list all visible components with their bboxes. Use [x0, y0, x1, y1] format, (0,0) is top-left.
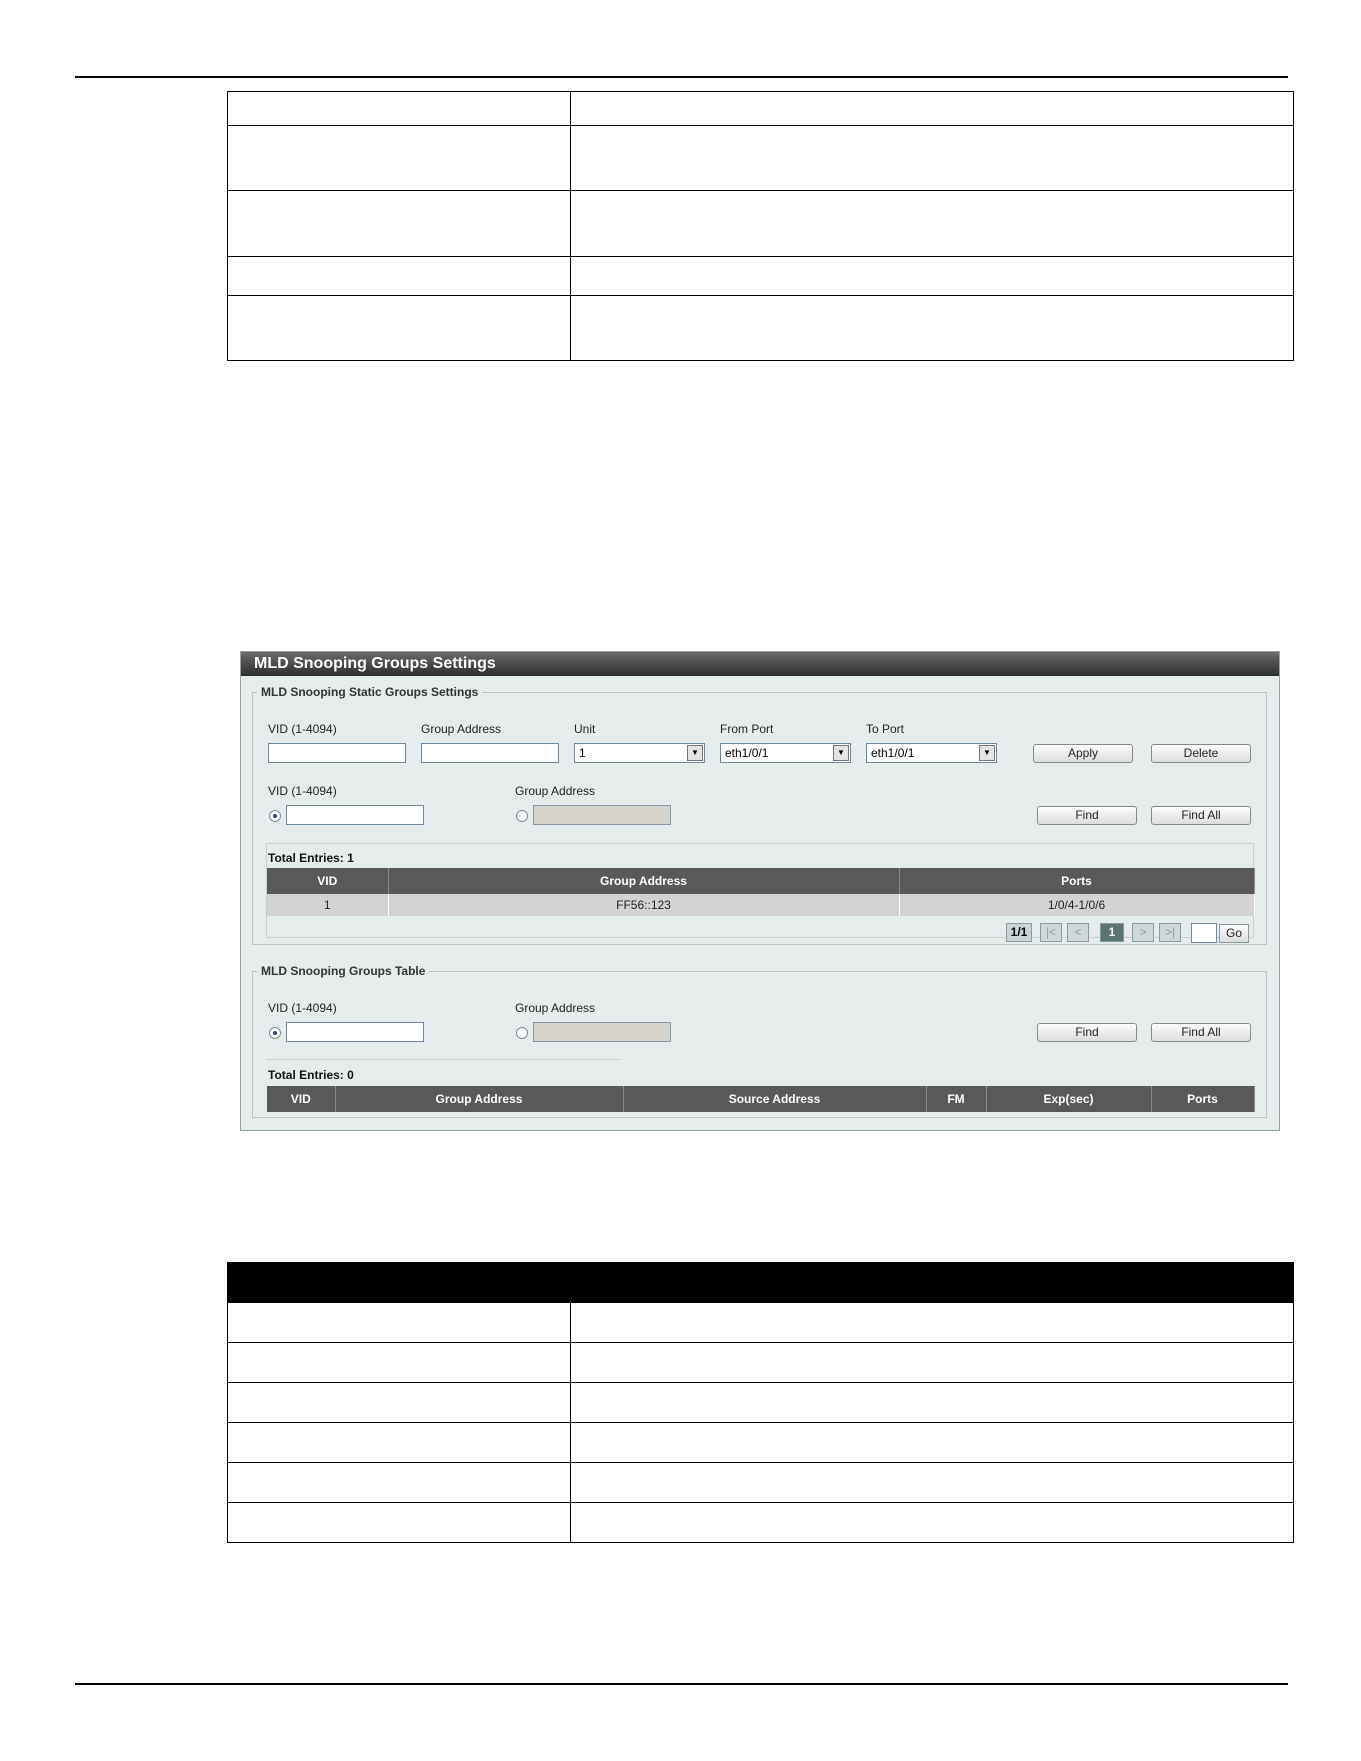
table-row [228, 1463, 1294, 1503]
column-header-fm: FM [926, 1086, 986, 1112]
find-button[interactable]: Find [1037, 806, 1137, 825]
last-page-button[interactable]: >| [1159, 923, 1181, 942]
chevron-down-icon: ▼ [833, 745, 849, 761]
vid-label: VID (1-4094) [268, 722, 337, 736]
column-header-vid: VID [267, 868, 388, 894]
total-entries: Total Entries: 1 [268, 851, 354, 865]
to-port-select-value: eth1/0/1 [871, 746, 915, 760]
chevron-down-icon: ▼ [979, 745, 995, 761]
mld-snooping-groups-panel [240, 651, 1280, 1131]
column-header-vid: VID [267, 1086, 335, 1112]
unit-select-value: 1 [579, 746, 586, 760]
table-row [228, 126, 1294, 191]
groups-total-entries: Total Entries: 0 [268, 1068, 354, 1082]
current-page-button[interactable]: 1 [1100, 923, 1124, 942]
search-vid-radio[interactable] [269, 810, 281, 822]
divider [266, 1059, 621, 1060]
page-info: 1/1 [1006, 923, 1032, 942]
prev-page-button[interactable]: < [1067, 923, 1089, 942]
table-row [228, 1303, 1294, 1343]
search-vid-label: VID (1-4094) [268, 784, 337, 798]
groups-group-address-label: Group Address [515, 1001, 596, 1015]
to-port-label: To Port [866, 722, 905, 736]
cell-ports: 1/0/4-1/0/6 [899, 894, 1254, 916]
groups-group-address-radio[interactable] [516, 1027, 528, 1039]
next-page-button[interactable]: > [1132, 923, 1154, 942]
groups-vid-radio[interactable] [269, 1027, 281, 1039]
table-row[interactable] [267, 894, 1254, 916]
parameter-table-lower [227, 1262, 1294, 1543]
panel-title: MLD Snooping Groups Settings [241, 652, 1279, 676]
static-groups-table [267, 868, 1255, 916]
search-group-address-input[interactable] [533, 805, 671, 825]
from-port-select-value: eth1/0/1 [725, 746, 769, 760]
column-header-group-address: Group Address [335, 1086, 623, 1112]
table-row [228, 191, 1294, 257]
find-all-button[interactable]: Find All [1151, 806, 1251, 825]
unit-label: Unit [574, 722, 596, 736]
column-header-group-address: Group Address [388, 868, 899, 894]
groups-vid-input[interactable] [286, 1022, 424, 1042]
table-header-row [267, 868, 1254, 894]
table-header-row [228, 1263, 1294, 1303]
footer-rule [75, 1683, 1288, 1685]
groups-group-address-input[interactable] [533, 1022, 671, 1042]
table-row [228, 1343, 1294, 1383]
vid-input[interactable] [268, 743, 406, 763]
to-port-select[interactable] [866, 743, 997, 763]
go-button[interactable]: Go [1219, 924, 1249, 943]
group-address-input[interactable] [421, 743, 559, 763]
unit-select[interactable] [574, 743, 705, 763]
column-header-source-address: Source Address [623, 1086, 926, 1112]
table-header-row [267, 1086, 1254, 1112]
cell-group-address: FF56::123 [388, 894, 899, 916]
search-vid-input[interactable] [286, 805, 424, 825]
column-header-ports: Ports [1151, 1086, 1254, 1112]
table-row [228, 1423, 1294, 1463]
groups-table-legend: MLD Snooping Groups Table [261, 964, 426, 978]
table-row [228, 257, 1294, 296]
groups-table [267, 1086, 1255, 1112]
groups-vid-label: VID (1-4094) [268, 1001, 337, 1015]
column-header-ports: Ports [899, 868, 1254, 894]
table-row [228, 296, 1294, 361]
page-number-input[interactable] [1191, 923, 1217, 943]
groups-find-all-button[interactable]: Find All [1151, 1023, 1251, 1042]
static-groups-legend: MLD Snooping Static Groups Settings [261, 685, 479, 699]
groups-find-button[interactable]: Find [1037, 1023, 1137, 1042]
cell-vid: 1 [267, 894, 388, 916]
group-address-label: Group Address [421, 722, 502, 736]
delete-button[interactable]: Delete [1151, 744, 1251, 763]
column-header-exp-sec: Exp(sec) [986, 1086, 1151, 1112]
table-row [228, 1383, 1294, 1423]
from-port-select[interactable] [720, 743, 851, 763]
chevron-down-icon: ▼ [687, 745, 703, 761]
parameter-table-upper [227, 91, 1294, 361]
table-row [228, 1503, 1294, 1543]
first-page-button[interactable]: |< [1040, 923, 1062, 942]
apply-button[interactable]: Apply [1033, 744, 1133, 763]
from-port-label: From Port [720, 722, 774, 736]
search-group-address-label: Group Address [515, 784, 596, 798]
header-rule [75, 76, 1288, 78]
search-group-address-radio[interactable] [516, 810, 528, 822]
table-row [228, 92, 1294, 126]
